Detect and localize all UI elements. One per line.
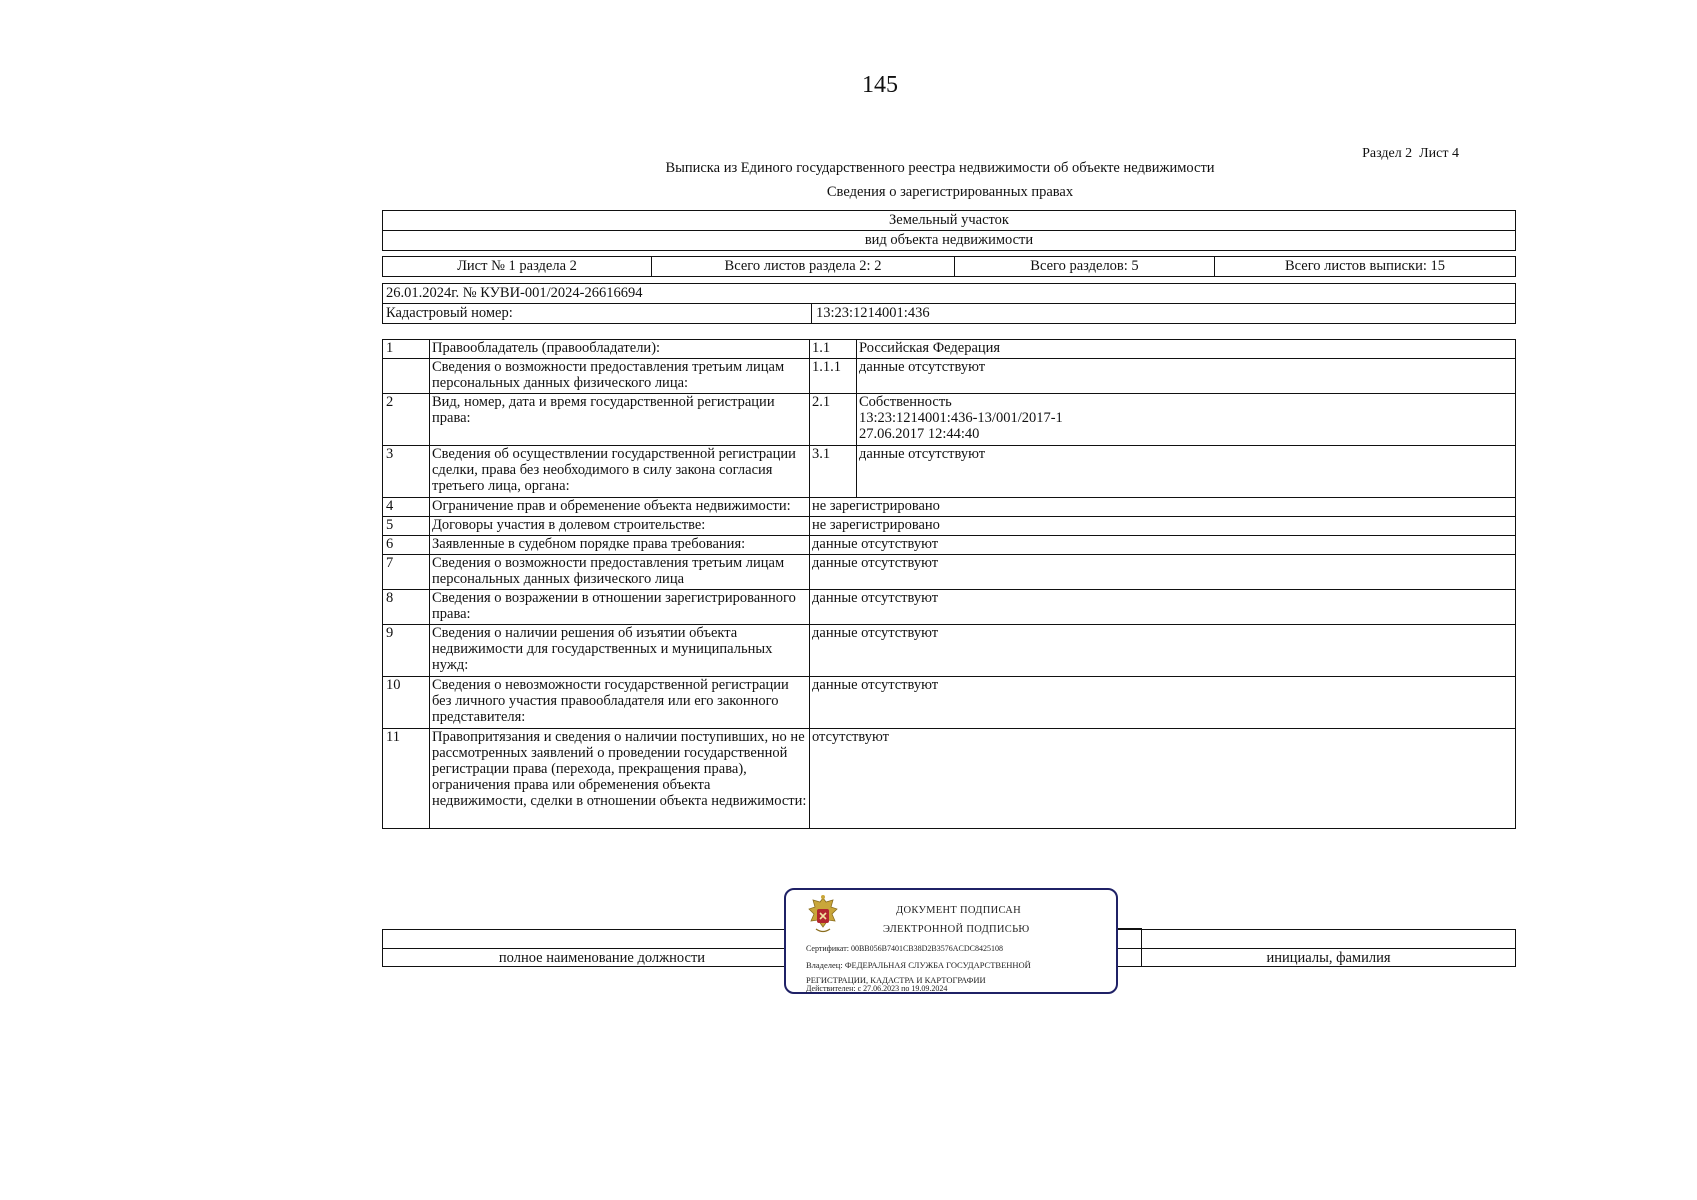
table-row: [383, 536, 1516, 555]
row-label: Сведения о возможности предоставления третьим лицам персональных данных физического лица: [430, 555, 810, 590]
row-value: данные отсутствуют: [810, 590, 1516, 625]
extract-date-row: [383, 284, 1515, 303]
row-number: 6: [383, 536, 430, 555]
row-label: Сведения об осуществлении государственной регистрации сделки, права без необходимого в силу закона согласия третьего лица, органа:: [430, 446, 810, 498]
table-row: [383, 340, 1516, 359]
total-sections: Всего разделов: 5: [954, 257, 1214, 276]
electronic-signature-stamp: [784, 888, 1118, 994]
total-section-sheets: Всего листов раздела 2: 2: [651, 257, 954, 276]
row-subnumber: 1.1: [810, 340, 857, 359]
stamp-owner-continued: РЕГИСТРАЦИИ, КАДАСТРА И КАРТОГРАФИИ: [806, 975, 986, 985]
table-row: [383, 590, 1516, 625]
stamp-subtitle: ЭЛЕКТРОННОЙ ПОДПИСЬЮ: [883, 924, 1030, 935]
table-row: [383, 498, 1516, 517]
table-row: [383, 555, 1516, 590]
row-label: Сведения о невозможности государственной регистрации без личного участия правообладателя или его законного представителя:: [430, 677, 810, 729]
row-value: данные отсутствуют: [810, 555, 1516, 590]
row-value: данные отсутствуют: [857, 446, 1516, 498]
row-value: не зарегистрировано: [810, 498, 1516, 517]
document-title: Выписка из Единого государственного реестра недвижимости об объекте недвижимости: [665, 160, 1215, 176]
row-subnumber: 3.1: [810, 446, 857, 498]
row-subnumber: 2.1: [810, 394, 857, 446]
section-sheet-label: Раздел 2 Лист 4: [1362, 146, 1459, 161]
table-row: [383, 677, 1516, 729]
stamp-line-tail: [1118, 928, 1142, 929]
row-number: 10: [383, 677, 430, 729]
document-subtitle: Сведения о зарегистрированных правах: [826, 184, 1074, 200]
row-number: 3: [383, 446, 430, 498]
table-row: [383, 359, 1516, 394]
row-label: Вид, номер, дата и время государственной регистрации права:: [430, 394, 810, 446]
object-name: Земельный участок: [889, 212, 1009, 228]
right-type: Собственность: [859, 394, 952, 410]
stamp-owner: Владелец: ФЕДЕРАЛЬНАЯ СЛУЖБА ГОСУДАРСТВЕННОЙ: [806, 960, 1031, 970]
row-label: Правопритязания и сведения о наличии поступивших, но не рассмотренных заявлений о проведении государственной регистрации права (перехода, прекращения права), ограничения права или обременения объекта недвижимости, сделки в отношении объекта недвижимости:: [430, 729, 810, 829]
row-value: данные отсутствуют: [857, 359, 1516, 394]
object-kind-caption: вид объекта недвижимости: [383, 230, 1515, 250]
page-number: 145: [862, 72, 898, 98]
row-number: 4: [383, 498, 430, 517]
row-label: Заявленные в судебном порядке права требования:: [430, 536, 810, 555]
row-number: 9: [383, 625, 430, 677]
sheets-info-row: [382, 256, 1516, 277]
table-row: [383, 517, 1516, 536]
table-row: [383, 625, 1516, 677]
row-label: Сведения о возражении в отношении зарегистрированного права:: [430, 590, 810, 625]
table-row: [383, 729, 1516, 829]
extract-date-number: 26.01.2024г. № КУВИ-001/2024-26616694: [386, 285, 643, 301]
stamp-certificate: Сертификат: 00BB056B7401CB38D2B3576ACDC8425108: [806, 944, 1003, 953]
row-value: данные отсутствуют: [810, 625, 1516, 677]
row-number: 7: [383, 555, 430, 590]
registration-datetime: 27.06.2017 12:44:40: [859, 426, 980, 442]
row-label: Сведения о возможности предоставления третьим лицам персональных данных физического лица:: [430, 359, 810, 394]
coat-of-arms-icon: [804, 894, 842, 936]
row-value: не зарегистрировано: [810, 517, 1516, 536]
row-value: отсутствуют: [810, 729, 1516, 829]
row-subnumber: 1.1.1: [810, 359, 857, 394]
row-label: Сведения о наличии решения об изъятии объекта недвижимости для государственных и муниципальных нужд:: [430, 625, 810, 677]
registration-number: 13:23:1214001:436-13/001/2017-1: [859, 410, 1063, 426]
row-label: Договоры участия в долевом строительстве:: [430, 517, 810, 536]
table-row: [383, 446, 1516, 498]
position-caption: полное наименование должности: [498, 950, 706, 966]
row-label: Ограничение прав и обременение объекта недвижимости:: [430, 498, 810, 517]
cadastral-row: [383, 303, 1515, 323]
initials-caption: инициалы, фамилия: [1266, 950, 1391, 966]
row-label: Правообладатель (правообладатели):: [430, 340, 810, 359]
row-number: 2: [383, 394, 430, 446]
cadastral-value: 13:23:1214001:436: [816, 305, 930, 321]
row-number: [383, 359, 430, 394]
row-number: 8: [383, 590, 430, 625]
row-value: [857, 394, 1516, 446]
total-extract-sheets: Всего листов выписки: 15: [1214, 257, 1515, 276]
cadastral-label: Кадастровый номер:: [383, 304, 812, 323]
sheet-number: Лист № 1 раздела 2: [457, 258, 577, 274]
table-row: [383, 394, 1516, 446]
row-value: данные отсутствуют: [810, 677, 1516, 729]
row-number: 11: [383, 729, 430, 829]
stamp-validity: Действителен: с 27.06.2023 по 19.09.2024: [806, 984, 948, 993]
row-number: 1: [383, 340, 430, 359]
row-value: данные отсутствуют: [810, 536, 1516, 555]
rights-table: [382, 339, 1516, 829]
row-value: Российская Федерация: [857, 340, 1516, 359]
stamp-title: ДОКУМЕНТ ПОДПИСАН: [896, 905, 1022, 916]
extract-info-box: [382, 283, 1516, 324]
object-type-box: [382, 210, 1516, 251]
row-number: 5: [383, 517, 430, 536]
